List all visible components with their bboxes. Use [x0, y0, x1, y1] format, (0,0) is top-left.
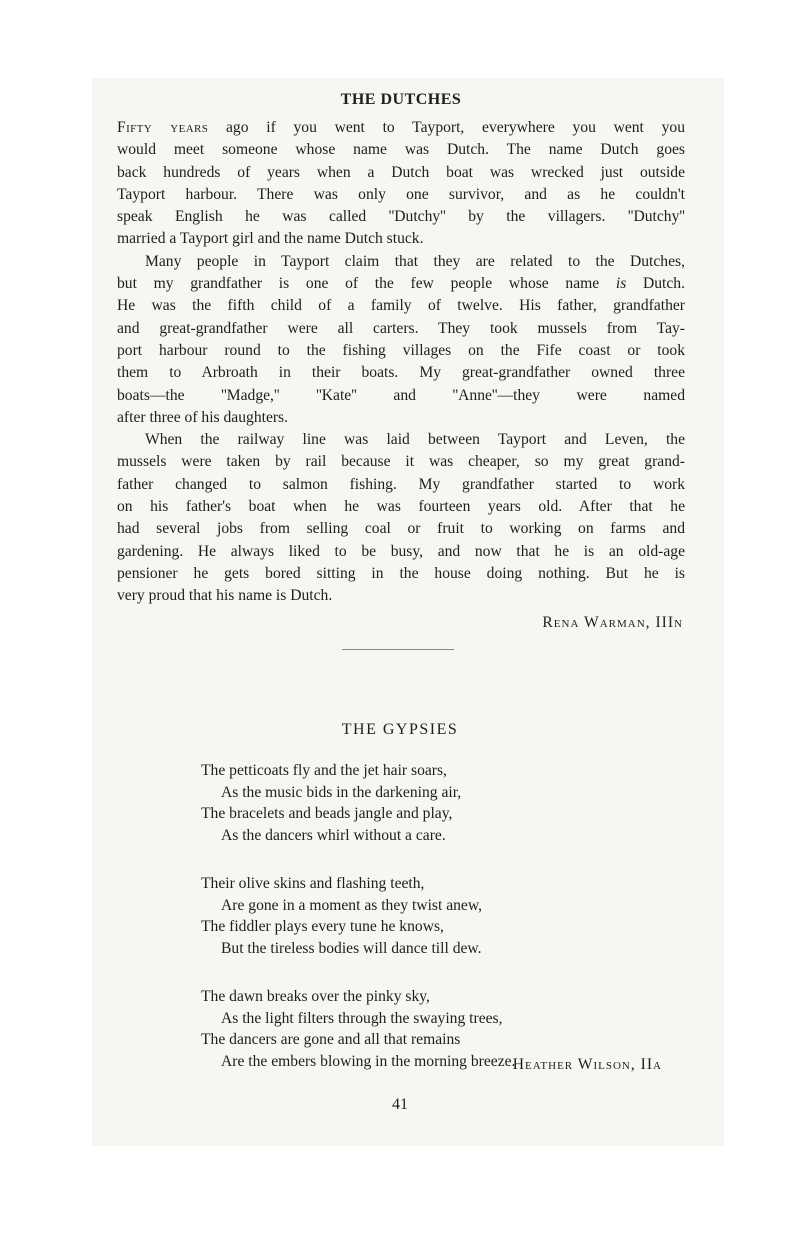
text-line: mussels were taken by rail because it was cheaper, so my great grand- — [117, 453, 685, 471]
poem-line: But the tireless bodies will dance till dew. — [221, 939, 482, 957]
text-line: them to Arbroath in their boats. My great-grandfather owned three — [117, 364, 685, 382]
page-number: 41 — [392, 1096, 408, 1113]
poem-line: The dancers are gone and all that remains — [201, 1031, 461, 1048]
text-line: port harbour round to the fishing villages on the Fife coast or took — [117, 341, 685, 359]
poem-stanza-1 — [201, 760, 671, 846]
emphasis-word: is — [615, 275, 627, 293]
text-line — [117, 117, 685, 139]
poem-line: As the dancers whirl without a care. — [221, 826, 446, 844]
poem-line: As the light filters through the swaying trees, — [221, 1009, 503, 1027]
article-paragraph-2 — [117, 251, 685, 429]
poem-line: Their olive skins and flashing teeth, — [201, 875, 425, 892]
poem-line: The bracelets and beads jangle and play, — [201, 805, 453, 822]
poem-line: The fiddler plays every tune he knows, — [201, 918, 444, 935]
text-line: after three of his daughters. — [117, 408, 289, 426]
text-line: When the railway line was laid between Tayport and Leven, the — [145, 431, 685, 449]
text-line: speak English he was called ''Dutchy'' by the villagers. ''Dutchy'' — [117, 208, 685, 226]
text-line: would meet someone whose name was Dutch. The name Dutch goes — [117, 141, 685, 159]
article-dutches — [117, 90, 685, 634]
poem-line: As the music bids in the darkening air, — [221, 783, 462, 801]
section-divider — [342, 649, 454, 650]
text-line: pensioner he gets bored sitting in the house doing nothing. But he is — [117, 564, 685, 582]
text-line: father changed to salmon fishing. My grandfather started to work — [117, 475, 685, 493]
text-line-rest: ago if you went to Tayport, everywhere you went you — [226, 119, 685, 136]
text-line: boats—the ''Madge,'' ''Kate'' and ''Anne''—they were named — [117, 386, 685, 404]
poem-title: THE GYPSIES — [341, 721, 459, 738]
lead-words: Fifty years — [117, 119, 209, 136]
poem-line: Are gone in a moment as they twist anew, — [221, 896, 482, 914]
text-line: gardening. He always liked to be busy, and now that he is an old-age — [117, 542, 685, 560]
text-line: but my grandfather is one of the few people whose name is Dutch. — [117, 275, 686, 293]
article-title: THE DUTCHES — [340, 91, 462, 108]
poem-line: The dawn breaks over the pinky sky, — [201, 988, 430, 1005]
text-line: He was the fifth child of a family of twelve. His father, grandfather — [117, 297, 685, 315]
text-line: married a Tayport girl and the name Dutch stuck. — [117, 230, 424, 248]
article-byline: Rena Warman, IIIn — [542, 613, 683, 631]
text-line: Many people in Tayport claim that they are related to the Dutches, — [145, 252, 685, 270]
text-line: very proud that his name is Dutch. — [117, 587, 333, 605]
text-line: had several jobs from selling coal or fruit to working on farms and — [117, 520, 685, 538]
text-line: on his father's boat when he was fourteen years old. After that he — [117, 498, 685, 516]
article-paragraph-3 — [117, 429, 685, 607]
text-line: back hundreds of years when a Dutch boat was wrecked just outside — [117, 163, 685, 181]
poem-line: The petticoats fly and the jet hair soars, — [201, 762, 447, 779]
text-line: and great-grandfather were all carters. They took mussels from Tay- — [117, 319, 685, 337]
poem-byline: Heather Wilson, IIa — [512, 1056, 662, 1073]
poem-line: Are the embers blowing in the morning breeze. — [221, 1052, 516, 1070]
article-paragraph-1 — [117, 117, 685, 251]
poem-stanza-2 — [201, 873, 671, 959]
text-line: Tayport harbour. There was only one survivor, and as he couldn't — [117, 185, 685, 203]
poem-gypsies — [201, 760, 671, 1099]
